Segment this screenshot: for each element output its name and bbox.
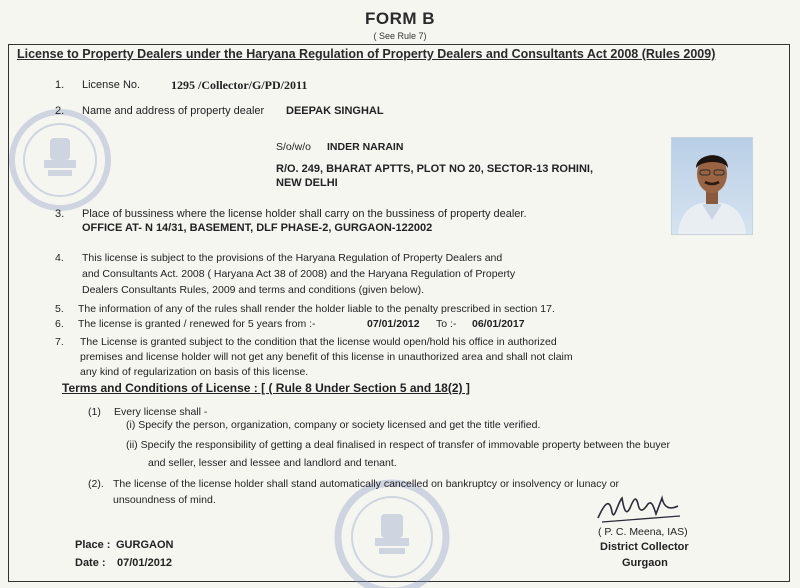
relation-name: INDER NARAIN (327, 141, 404, 153)
item1-label: License No. (82, 79, 141, 91)
signatory-name: ( P. C. Meena, IAS) (598, 526, 688, 538)
terms-1-ii-line2: and seller, lesser and lessee and landlord and tenant. (148, 457, 397, 469)
place-value: GURGAON (116, 539, 174, 551)
item7-line2: premises and license holder will not get any benefit of this license in unauthorized area and shall not claim (80, 351, 573, 363)
item7-number: 7. (55, 336, 64, 348)
seal-watermark-left-icon (8, 108, 112, 212)
date-value: 07/01/2012 (117, 557, 173, 569)
terms-1-text: Every license shall - (114, 406, 208, 418)
terms-1-ii-line1: (ii) Specify the responsibility of getting a deal finalised in respect of transfer of immovable property between the buyer (126, 439, 670, 451)
signatory-office: Gurgaon (622, 557, 668, 569)
place-label: Place : (75, 539, 111, 551)
terms-1-number: (1) (88, 406, 101, 418)
item5-number: 5. (55, 303, 64, 315)
item3-number: 3. (55, 208, 65, 220)
main-heading: License to Property Dealers under the Haryana Regulation of Property Dealers and Consultants Act 2008 (Rules 2009) (17, 47, 716, 61)
validity-to: 06/01/2017 (472, 318, 525, 330)
validity-to-label: To :- (436, 318, 457, 330)
dealer-photo (671, 137, 753, 235)
item1-number: 1. (55, 79, 65, 91)
license-number: 1295 /Collector/G/PD/2011 (171, 78, 308, 92)
item7-line1: The License is granted subject to the condition that the license would open/hold his office in authorized (80, 336, 557, 348)
form-subtitle: ( See Rule 7) (373, 31, 427, 41)
item7-line3: any kind of regularization on basis of this license. (80, 366, 309, 378)
terms-2-line1: The license of the license holder shall stand automatically cancelled on bankruptcy or insolvency or lunacy or (113, 478, 620, 490)
validity-from: 07/01/2012 (367, 318, 420, 330)
item5-text: The information of any of the rules shall render the holder liable to the penalty prescribed in section 17. (78, 303, 555, 315)
form-title: FORM B (364, 9, 436, 28)
terms-2-line2: unsoundness of mind. (113, 494, 216, 506)
signature-icon (592, 490, 692, 528)
item4-number: 4. (55, 252, 64, 264)
item2-number: 2. (55, 105, 65, 117)
date-label: Date : (75, 557, 106, 569)
item4-line3: Dealers Consultants Rules, 2009 and terms and conditions (given below). (82, 284, 425, 296)
item4-line1: This license is subject to the provisions of the Haryana Regulation of Property Dealers and (82, 252, 503, 264)
address-line1: R/O. 249, BHARAT APTTS, PLOT NO 20, SECTOR-13 ROHINI, (276, 163, 594, 175)
address-line2: NEW DELHI (276, 177, 338, 189)
terms-heading: Terms and Conditions of License : [ ( Rule 8 Under Section 5 and 18(2) ] (62, 381, 470, 395)
item2-label: Name and address of property dealer (82, 105, 265, 117)
seal-watermark-bottom-icon (333, 478, 451, 588)
dealer-name: DEEPAK SINGHAL (286, 105, 384, 117)
item4-line2: and Consultants Act. 2008 ( Haryana Act 38 of 2008) and the Haryana Regulation of Property (82, 268, 516, 280)
person-photo-icon (672, 138, 752, 234)
signatory-designation: District Collector (600, 541, 689, 553)
terms-1-i: (i) Specify the person, organization, company or society licensed and get the title verified. (126, 419, 541, 431)
relation-label: S/o/w/o (276, 141, 312, 153)
office-address: OFFICE AT- N 14/31, BASEMENT, DLF PHASE-2, GURGAON-122002 (82, 222, 433, 234)
item6-number: 6. (55, 318, 64, 330)
item6-text: The license is granted / renewed for 5 years from :- (78, 318, 316, 330)
item3-text: Place of bussiness where the license holder shall carry on the bussiness of property dealer. (82, 208, 527, 220)
terms-2-number: (2). (88, 478, 104, 490)
